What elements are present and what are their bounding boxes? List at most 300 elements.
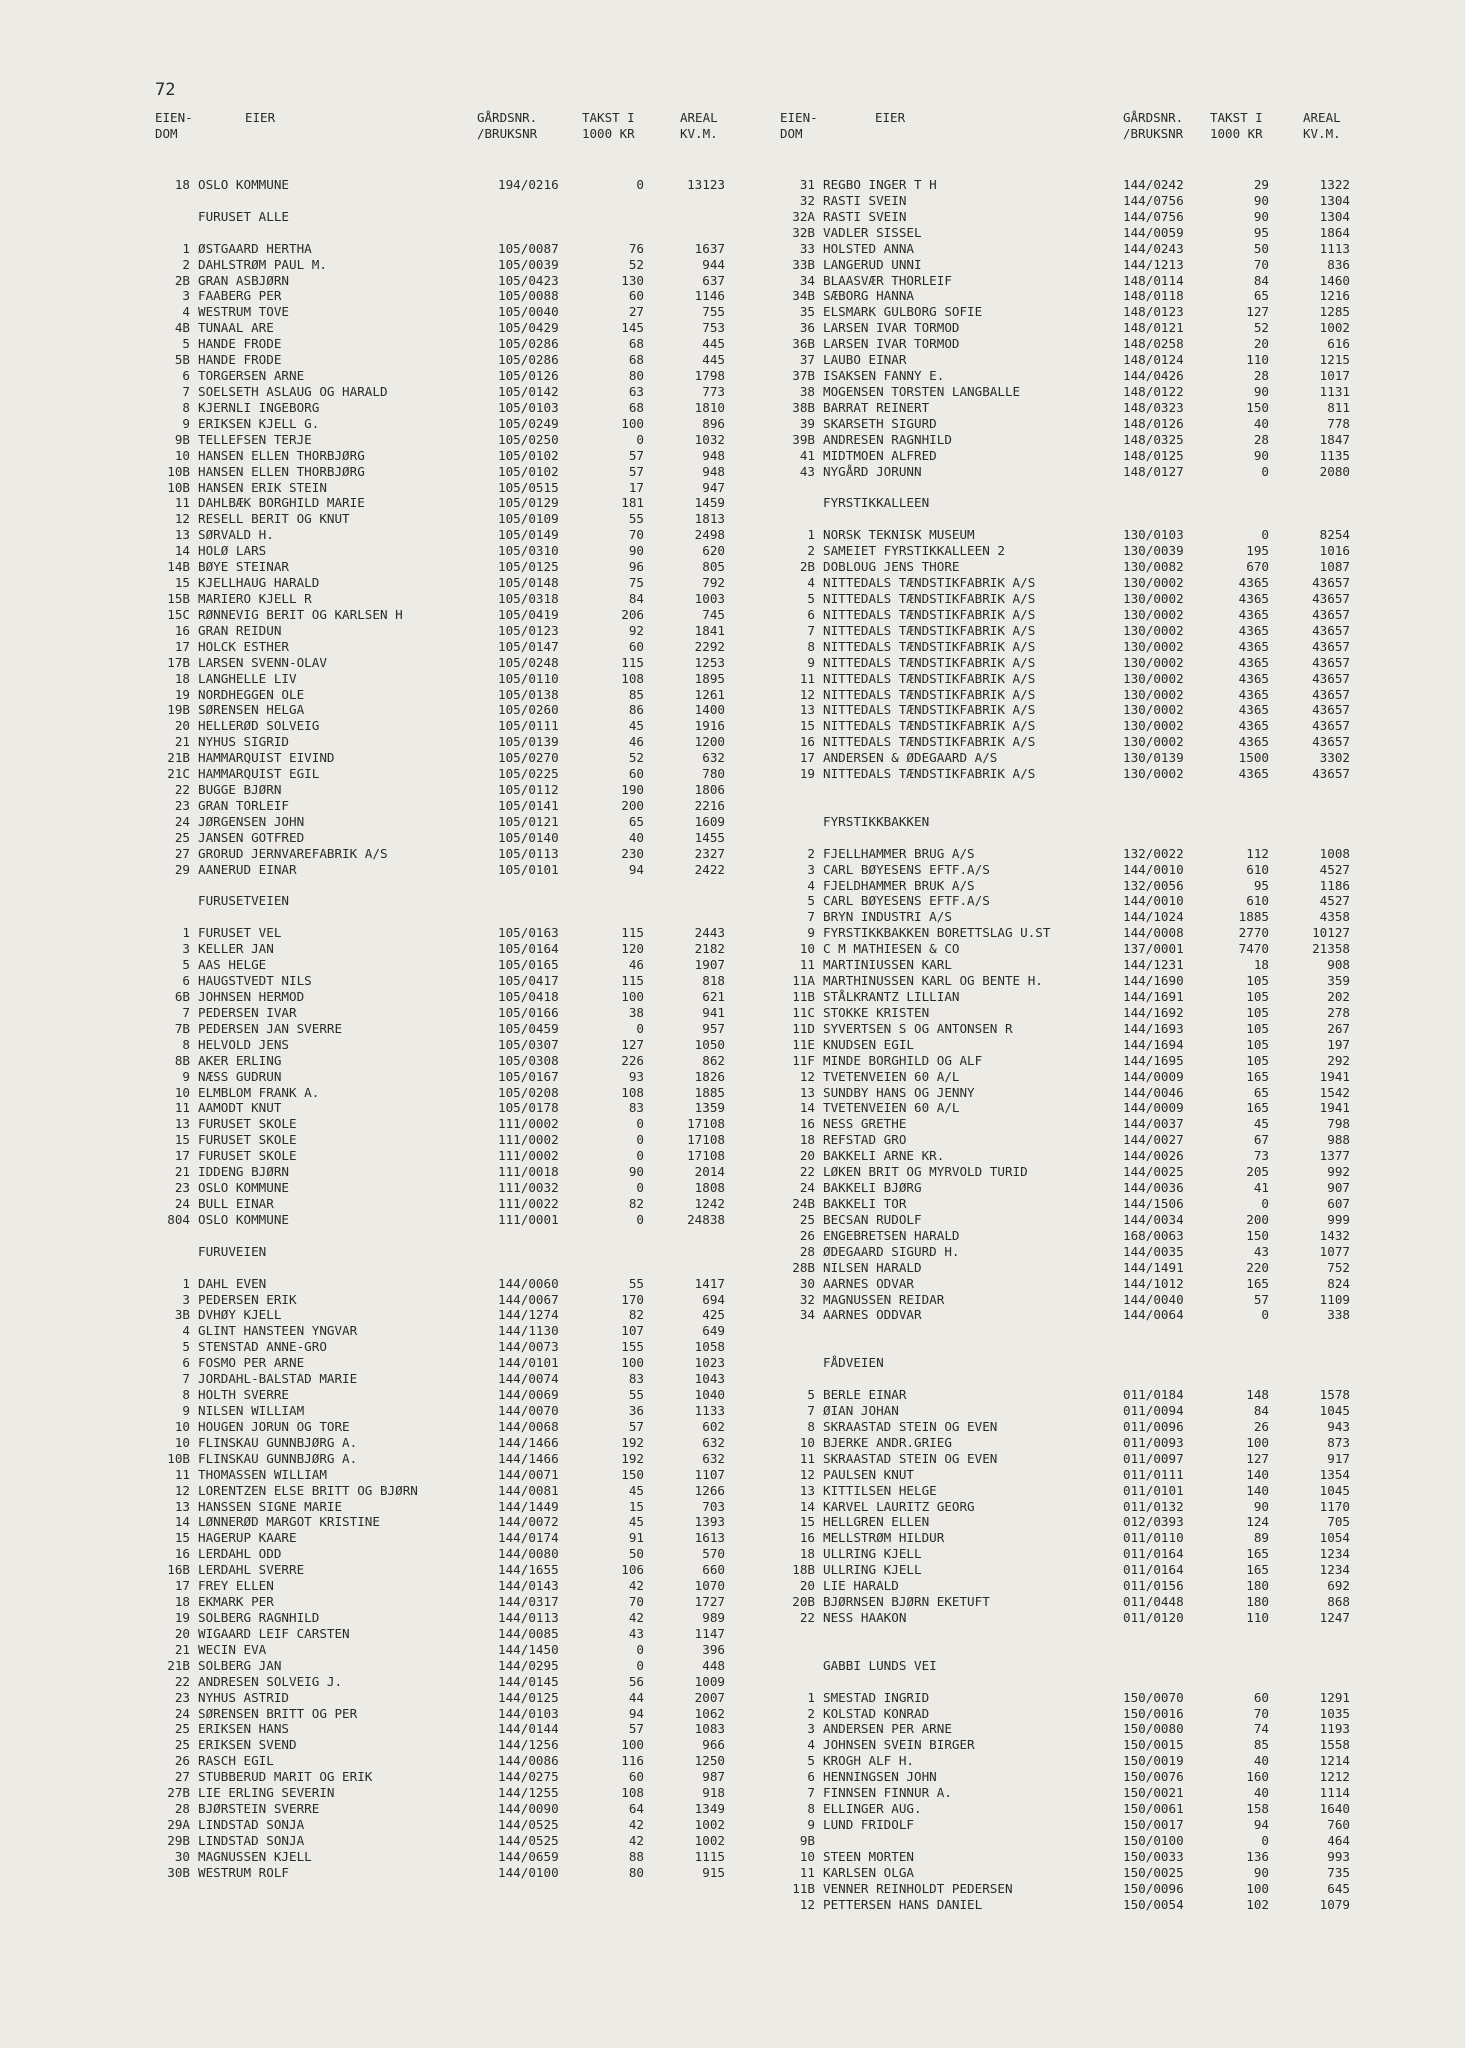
areal-value: 1304: [1319, 208, 1350, 224]
gardsnr-bruksnr: 105/0423: [498, 272, 559, 288]
table-row: [150, 559, 750, 575]
owner-name: SOELSETH ASLAUG OG HARALD: [198, 383, 388, 399]
takst-value: 4365: [1238, 622, 1269, 638]
areal-value: 1113: [1319, 240, 1350, 256]
takst-value: 82: [628, 1307, 644, 1323]
property-number: 17: [174, 638, 190, 654]
gardsnr-bruksnr: 011/0111: [1123, 1466, 1184, 1482]
table-row: [150, 1276, 750, 1292]
owner-name: PAULSEN KNUT: [823, 1466, 914, 1482]
table-row: [775, 941, 1375, 957]
areal-value: 1459: [694, 495, 725, 511]
gardsnr-bruksnr: 105/0138: [498, 686, 559, 702]
areal-value: 632: [702, 1450, 725, 1466]
takst-value: 0: [636, 1020, 644, 1036]
areal-value: 1193: [1319, 1721, 1350, 1737]
header-eien: EIEN-: [155, 110, 193, 125]
takst-value: 83: [628, 1100, 644, 1116]
takst-value: 68: [628, 336, 644, 352]
takst-value: 4365: [1238, 734, 1269, 750]
gardsnr-bruksnr: 105/0125: [498, 559, 559, 575]
table-row: [150, 511, 750, 527]
owner-name: OSLO KOMMUNE: [198, 1211, 289, 1227]
gardsnr-bruksnr: 105/0102: [498, 447, 559, 463]
gardsnr-bruksnr: 132/0022: [1123, 845, 1184, 861]
gardsnr-bruksnr: 148/0125: [1123, 447, 1184, 463]
owner-name: FJELDHAMMER BRUK A/S: [823, 877, 975, 893]
owner-name: NESS HAAKON: [823, 1609, 907, 1625]
property-number: 16: [799, 734, 815, 750]
gardsnr-bruksnr: 144/1255: [498, 1785, 559, 1801]
areal-value: 607: [1327, 1196, 1350, 1211]
areal-value: 992: [1327, 1164, 1350, 1180]
table-row: [775, 1578, 1375, 1594]
areal-value: 1079: [1319, 1896, 1350, 1912]
spacer: [150, 1228, 750, 1244]
property-number: 7: [807, 1785, 815, 1801]
table-row: [775, 766, 1375, 782]
property-number: 1: [182, 240, 190, 256]
gardsnr-bruksnr: 148/0325: [1123, 431, 1184, 447]
takst-value: 0: [636, 431, 644, 447]
header-eien: EIEN-: [780, 110, 818, 125]
owner-name: BULL EINAR: [198, 1196, 274, 1211]
gardsnr-bruksnr: 144/0046: [1123, 1084, 1184, 1100]
owner-name: NITTEDALS TÆNDSTIKFABRIK A/S: [823, 575, 1036, 591]
areal-value: 8254: [1319, 527, 1350, 543]
areal-value: 1070: [694, 1578, 725, 1594]
owner-name: C M MATHIESEN & CO: [823, 941, 960, 957]
property-number: 7: [182, 1371, 190, 1387]
gardsnr-bruksnr: 105/0141: [498, 797, 559, 813]
gardsnr-bruksnr: 105/0250: [498, 431, 559, 447]
property-number: 3: [182, 1291, 190, 1307]
table-row: [150, 352, 750, 368]
areal-value: 1200: [694, 734, 725, 750]
gardsnr-bruksnr: 105/0110: [498, 670, 559, 686]
table-row: [775, 1419, 1375, 1435]
property-number: 27: [174, 845, 190, 861]
table-row: [150, 1292, 750, 1308]
owner-name: EKMARK PER: [198, 1594, 274, 1610]
property-number: 20B: [792, 1594, 815, 1610]
areal-value: 1393: [694, 1514, 725, 1530]
spacer: [775, 480, 1375, 496]
takst-value: 90: [628, 543, 644, 559]
table-row: [775, 925, 1375, 941]
table-row: [775, 1005, 1375, 1021]
takst-value: 165: [1246, 1275, 1269, 1291]
table-row: [775, 1785, 1375, 1801]
property-number: 3B: [174, 1307, 190, 1323]
table-row: [775, 1833, 1375, 1849]
property-number: 18: [174, 1594, 190, 1610]
table-row: [150, 1658, 750, 1674]
takst-value: 90: [1253, 447, 1269, 463]
table-row: [150, 1100, 750, 1116]
takst-value: 82: [628, 1196, 644, 1211]
gardsnr-bruksnr: 144/0275: [498, 1769, 559, 1785]
takst-value: 0: [1261, 1307, 1269, 1323]
property-number: 10: [174, 1084, 190, 1100]
table-row: [775, 352, 1375, 368]
property-number: 11B: [792, 1880, 815, 1896]
table-row: [150, 1610, 750, 1626]
areal-value: 941: [702, 1004, 725, 1020]
gardsnr-bruksnr: 144/0040: [1123, 1291, 1184, 1307]
owner-name: HENNINGSEN JOHN: [823, 1769, 937, 1785]
areal-value: 694: [702, 1291, 725, 1307]
property-number: 11C: [792, 1004, 815, 1020]
table-row: [775, 304, 1375, 320]
column-header-right: [775, 110, 1375, 146]
property-number: 13: [174, 1498, 190, 1514]
takst-value: 0: [1261, 527, 1269, 543]
gardsnr-bruksnr: 130/0002: [1123, 766, 1184, 782]
areal-value: 1083: [694, 1721, 725, 1737]
owner-name: LARSEN SVENN-OLAV: [198, 654, 327, 670]
owner-name: TORGERSEN ARNE: [198, 368, 305, 384]
takst-value: 105: [1246, 1036, 1269, 1052]
gardsnr-bruksnr: 144/0145: [498, 1673, 559, 1689]
property-number: 20: [174, 718, 190, 734]
property-number: 19: [799, 766, 815, 782]
takst-value: 100: [621, 1355, 644, 1371]
property-number: 21B: [167, 1657, 190, 1673]
header-eier: EIER: [875, 110, 906, 125]
property-number: 4: [807, 877, 815, 893]
gardsnr-bruksnr: 105/0208: [498, 1084, 559, 1100]
gardsnr-bruksnr: 148/0121: [1123, 320, 1184, 336]
areal-value: 1009: [694, 1673, 725, 1689]
table-row: [150, 1817, 750, 1833]
takst-value: 55: [628, 1275, 644, 1291]
table-row: [775, 862, 1375, 878]
owner-name: NITTEDALS TÆNDSTIKFABRIK A/S: [823, 734, 1036, 750]
property-number: 38B: [792, 399, 815, 415]
property-number: 10: [799, 1848, 815, 1864]
gardsnr-bruksnr: 144/0008: [1123, 925, 1184, 941]
property-number: 6B: [174, 989, 190, 1005]
takst-value: 42: [628, 1832, 644, 1848]
takst-value: 80: [628, 368, 644, 384]
takst-value: 92: [628, 622, 644, 638]
table-row: [775, 1276, 1375, 1292]
takst-value: 42: [628, 1816, 644, 1832]
property-number: 11A: [792, 973, 815, 989]
owner-name: BRYN INDUSTRI A/S: [823, 909, 952, 925]
takst-value: 84: [1253, 1402, 1269, 1418]
table-row: [775, 1451, 1375, 1467]
areal-value: 267: [1327, 1020, 1350, 1036]
property-number: 7: [182, 383, 190, 399]
areal-value: 1432: [1319, 1227, 1350, 1243]
gardsnr-bruksnr: 130/0039: [1123, 543, 1184, 559]
areal-value: 632: [702, 750, 725, 766]
table-row: [775, 1546, 1375, 1562]
table-row: [150, 766, 750, 782]
spacer: [150, 225, 750, 241]
takst-value: 18: [1253, 957, 1269, 973]
table-row: [150, 1642, 750, 1658]
takst-value: 94: [1253, 1816, 1269, 1832]
takst-value: 68: [628, 352, 644, 368]
takst-value: 155: [621, 1339, 644, 1355]
takst-value: 0: [636, 1641, 644, 1657]
property-number: 14: [174, 543, 190, 559]
table-row: [150, 1530, 750, 1546]
table-row: [150, 257, 750, 273]
takst-value: 0: [636, 1148, 644, 1164]
table-row: [150, 1132, 750, 1148]
property-number: 34B: [792, 288, 815, 304]
property-number: 30: [799, 1275, 815, 1291]
gardsnr-bruksnr: 105/0286: [498, 336, 559, 352]
owner-name: LØNNERØD MARGOT KRISTINE: [198, 1514, 380, 1530]
property-number: 9: [807, 654, 815, 670]
areal-value: 915: [702, 1864, 725, 1880]
owner-name: HANSSEN SIGNE MARIE: [198, 1498, 343, 1514]
table-row: [150, 1037, 750, 1053]
owner-name: JOHNSEN SVEIN BIRGER: [823, 1737, 975, 1753]
takst-value: 170: [621, 1291, 644, 1307]
table-row: [150, 1435, 750, 1451]
areal-value: 425: [702, 1307, 725, 1323]
owner-name: AAS HELGE: [198, 957, 267, 973]
column-header-left: [150, 110, 750, 146]
gardsnr-bruksnr: 144/1274: [498, 1307, 559, 1323]
takst-value: 148: [1246, 1387, 1269, 1403]
owner-name: NYHUS ASTRID: [198, 1689, 289, 1705]
gardsnr-bruksnr: 105/0139: [498, 734, 559, 750]
gardsnr-bruksnr: 144/0081: [498, 1482, 559, 1498]
areal-value: 1941: [1319, 1100, 1350, 1116]
street-heading: FURUSETVEIEN: [198, 893, 289, 909]
property-number: 21: [174, 734, 190, 750]
takst-value: 17: [628, 479, 644, 495]
property-number: 28B: [792, 1259, 815, 1275]
takst-value: 0: [1261, 1196, 1269, 1211]
owner-name: JOHNSEN HERMOD: [198, 989, 305, 1005]
table-row: [150, 416, 750, 432]
property-number: 15: [799, 1514, 815, 1530]
property-number: 5: [182, 336, 190, 352]
table-row: [775, 559, 1375, 575]
property-number: 11D: [792, 1020, 815, 1036]
owner-name: FLINSKAU GUNNBJØRG A.: [198, 1450, 358, 1466]
table-row: [150, 1721, 750, 1737]
takst-value: 0: [636, 1116, 644, 1132]
gardsnr-bruksnr: 150/0054: [1123, 1896, 1184, 1912]
gardsnr-bruksnr: 105/0166: [498, 1004, 559, 1020]
property-number: 4: [807, 1737, 815, 1753]
gardsnr-bruksnr: 105/0121: [498, 813, 559, 829]
table-row: [775, 1244, 1375, 1260]
property-number: 30: [174, 1848, 190, 1864]
table-row: [775, 1292, 1375, 1308]
takst-value: 67: [1253, 1132, 1269, 1148]
owner-name: ANDERSEN PER ARNE: [823, 1721, 952, 1737]
property-number: 15B: [167, 590, 190, 606]
areal-value: 896: [702, 415, 725, 431]
areal-value: 43657: [1312, 654, 1350, 670]
owner-name: HAGERUP KAARE: [198, 1530, 297, 1546]
owner-name: SÆBORG HANNA: [823, 288, 914, 304]
takst-value: 105: [1246, 973, 1269, 989]
gardsnr-bruksnr: 144/1506: [1123, 1196, 1184, 1211]
table-row: [150, 846, 750, 862]
takst-value: 115: [621, 925, 644, 941]
owner-name: PETTERSEN HANS DANIEL: [823, 1896, 983, 1912]
table-row: [775, 1164, 1375, 1180]
table-row: [150, 1196, 750, 1212]
gardsnr-bruksnr: 105/0307: [498, 1036, 559, 1052]
areal-value: 2292: [694, 638, 725, 654]
gardsnr-bruksnr: 105/0417: [498, 973, 559, 989]
gardsnr-bruksnr: 150/0017: [1123, 1816, 1184, 1832]
owner-name: GRAN TORLEIF: [198, 797, 289, 813]
areal-value: 1808: [694, 1180, 725, 1196]
owner-name: SØRENSEN BRITT OG PER: [198, 1705, 358, 1721]
takst-value: 26: [1253, 1418, 1269, 1434]
page-number: 72: [155, 80, 176, 100]
takst-value: 40: [1253, 1785, 1269, 1801]
gardsnr-bruksnr: 130/0082: [1123, 559, 1184, 575]
spacer: [775, 1323, 1375, 1339]
property-number: 18: [799, 1132, 815, 1148]
table-row: [150, 1371, 750, 1387]
takst-value: 158: [1246, 1801, 1269, 1817]
street-heading: FURUVEIEN: [198, 1243, 267, 1259]
header-gardsnr: GÅRDSNR.: [1123, 110, 1184, 125]
header-takst: TAKST I: [582, 110, 635, 125]
property-number: 19B: [167, 702, 190, 718]
header-bruksnr: /BRUKSNR: [1123, 126, 1184, 141]
property-number: 17B: [167, 654, 190, 670]
areal-value: 43657: [1312, 575, 1350, 591]
gardsnr-bruksnr: 144/0010: [1123, 893, 1184, 909]
areal-value: 1002: [1319, 320, 1350, 336]
table-row: [775, 1610, 1375, 1626]
gardsnr-bruksnr: 150/0025: [1123, 1864, 1184, 1880]
takst-value: 0: [636, 1180, 644, 1196]
takst-value: 65: [1253, 288, 1269, 304]
takst-value: 85: [628, 686, 644, 702]
owner-name: PEDERSEN ERIK: [198, 1291, 297, 1307]
gardsnr-bruksnr: 105/0040: [498, 304, 559, 320]
owner-name: FURUSET SKOLE: [198, 1116, 297, 1132]
table-row: [150, 1833, 750, 1849]
gardsnr-bruksnr: 144/0125: [498, 1689, 559, 1705]
areal-value: 202: [1327, 989, 1350, 1005]
gardsnr-bruksnr: 105/0260: [498, 702, 559, 718]
gardsnr-bruksnr: 105/0101: [498, 861, 559, 877]
gardsnr-bruksnr: 150/0076: [1123, 1769, 1184, 1785]
property-number: 10: [799, 1434, 815, 1450]
owner-name: WECIN EVA: [198, 1641, 267, 1657]
property-number: 21: [174, 1641, 190, 1657]
owner-name: BERLE EINAR: [823, 1387, 907, 1403]
table-row: [775, 989, 1375, 1005]
areal-value: 602: [702, 1418, 725, 1434]
table-row: [775, 607, 1375, 623]
owner-name: BØYE STEINAR: [198, 559, 289, 575]
gardsnr-bruksnr: 144/0074: [498, 1371, 559, 1387]
gardsnr-bruksnr: 105/0225: [498, 766, 559, 782]
owner-name: ULLRING KJELL: [823, 1562, 922, 1578]
takst-value: 46: [628, 734, 644, 750]
areal-value: 2498: [694, 527, 725, 543]
owner-name: OSLO KOMMUNE: [198, 177, 289, 192]
table-row: [775, 1228, 1375, 1244]
property-number: 41: [799, 447, 815, 463]
areal-value: 1885: [694, 1084, 725, 1100]
gardsnr-bruksnr: 144/1690: [1123, 973, 1184, 989]
takst-value: 115: [621, 654, 644, 670]
table-row: [775, 1530, 1375, 1546]
property-number: 19: [174, 686, 190, 702]
areal-value: 873: [1327, 1434, 1350, 1450]
owner-name: KJELLHAUG HARALD: [198, 575, 320, 591]
gardsnr-bruksnr: 144/0080: [498, 1546, 559, 1562]
property-number: 18: [174, 670, 190, 686]
property-number: 37B: [792, 368, 815, 384]
owner-name: RASTI SVEIN: [823, 192, 907, 208]
owner-name: ØDEGAARD SIGURD H.: [823, 1243, 960, 1259]
spacer: [150, 909, 750, 925]
takst-value: 100: [621, 415, 644, 431]
areal-value: 1040: [694, 1387, 725, 1403]
gardsnr-bruksnr: 011/0120: [1123, 1609, 1184, 1625]
owner-name: HAMMARQUIST EGIL: [198, 766, 320, 782]
gardsnr-bruksnr: 130/0002: [1123, 734, 1184, 750]
owner-name: RASTI SVEIN: [823, 208, 907, 224]
table-row: [150, 1690, 750, 1706]
gardsnr-bruksnr: 011/0096: [1123, 1418, 1184, 1434]
owner-name: BJØRNSEN BJØRN EKETUFT: [823, 1594, 990, 1610]
areal-value: 755: [702, 304, 725, 320]
gardsnr-bruksnr: 105/0308: [498, 1052, 559, 1068]
property-number: 36B: [792, 336, 815, 352]
property-number: 15: [174, 575, 190, 591]
property-number: 2: [807, 1705, 815, 1721]
property-number: 8: [182, 1036, 190, 1052]
takst-value: 120: [621, 941, 644, 957]
table-row: [150, 1467, 750, 1483]
gardsnr-bruksnr: 150/0021: [1123, 1785, 1184, 1801]
gardsnr-bruksnr: 130/0002: [1123, 590, 1184, 606]
gardsnr-bruksnr: 011/0101: [1123, 1482, 1184, 1498]
areal-value: 1215: [1319, 352, 1350, 368]
takst-value: 70: [628, 1594, 644, 1610]
areal-value: 780: [702, 766, 725, 782]
spacer: [775, 782, 1375, 798]
areal-value: 338: [1327, 1307, 1350, 1323]
areal-value: 1250: [694, 1753, 725, 1769]
areal-value: 24838: [687, 1211, 725, 1227]
areal-value: 1017: [1319, 368, 1350, 384]
gardsnr-bruksnr: 144/0144: [498, 1721, 559, 1737]
owner-name: MARTHINUSSEN KARL OG BENTE H.: [823, 973, 1043, 989]
property-number: 24B: [792, 1196, 815, 1211]
takst-value: 610: [1246, 861, 1269, 877]
table-row: [775, 893, 1375, 909]
areal-value: 944: [702, 256, 725, 272]
owner-name: ULLRING KJELL: [823, 1546, 922, 1562]
owner-name: OSLO KOMMUNE: [198, 1180, 289, 1196]
takst-value: 136: [1246, 1848, 1269, 1864]
property-number: 13: [799, 1482, 815, 1498]
